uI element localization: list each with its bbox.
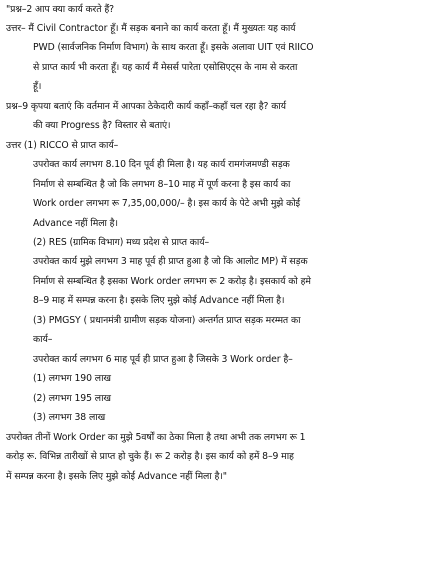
text-line: (3) लगभग 38 लाख — [33, 412, 106, 423]
text-line: Work order लगभग रू 7,35,00,000/– है। इस कार्य के पेटे अभी मुझे कोई — [33, 198, 300, 209]
text-line: (3) PMGSY ( प्रधानमंत्री ग्रामीण सड़क योजना) अन्तर्गत प्राप्त सड़क मरम्मत का — [33, 315, 301, 326]
text-line: कार्य– — [33, 334, 53, 345]
text-line: प्रश्न–9 कृपया बताएं कि वर्तमान में आपका ठेकेदारी कार्य कहाँ–कहाँ चल रहा है? कार्य — [6, 101, 286, 112]
text-line: निर्माण से सम्बन्धित है इसका Work order लगभग रू 2 करोड़ है। इसकार्य को हमे — [33, 276, 311, 287]
text-line: (1) लगभग 190 लाख — [33, 373, 111, 384]
text-line: निर्माण से सम्बन्धित है जो कि लगभग 8–10 माह में पूर्ण करना है इस कार्य का — [33, 179, 291, 190]
text-line: 8–9 माह में सम्पन्न करना है। इसके लिए मुझे कोई Advance नहीं मिला है। — [33, 295, 285, 306]
text-line: (2) RES (ग्रामिक विभाग) मध्य प्रदेश से प्राप्त कार्य– — [33, 237, 210, 248]
text-line: उपरोक्त कार्य लगभग 8.10 दिन पूर्व ही मिला है। यह कार्य रामगंजमण्डी सड़क — [33, 159, 290, 170]
text-line: उपरोक्त कार्य मुझे लगभग 3 माह पूर्व ही प्राप्त हुआ है जो कि आलोट MP) में सड़क — [33, 256, 308, 267]
text-line: हूँ। — [33, 81, 42, 92]
text-line: PWD (सार्वजनिक निर्माण विभाग) के साथ करता हूँ। इसके अलावा UIT एवं RIICO — [33, 42, 314, 53]
text-line: की क्या Progress है? विस्तार से बताएं। — [33, 120, 171, 131]
text-line: Advance नहीं मिला है। — [33, 218, 118, 229]
text-line: उपरोक्त तीनों Work Order का मुझे 5वर्षों का ठेका मिला है तथा अभी तक लगभग रू 1 — [6, 432, 306, 443]
text-line: में सम्पन्न करना है। इसके लिए मुझे कोई Advance नहीं मिला है।" — [6, 471, 227, 482]
text-line: "प्रश्न–2 आप क्या कार्य करते हैं? — [6, 4, 114, 15]
text-line: उत्तर (1) RICCO से प्राप्त कार्य– — [6, 140, 119, 151]
text-line: उत्तर– मैं Civil Contractor हूँ। मैं सड़क बनाने का कार्य करता हूँ। मैं मुख्यतः यह कार्य — [6, 23, 296, 34]
text-line: करोड़ रू. विभिन्न तारीखों से प्राप्त हो चुके हैं। रू 2 करोड़ है। इस कार्य को हमें 8–9 माह — [6, 451, 294, 462]
text-line: (2) लगभग 195 लाख — [33, 393, 111, 404]
text-line: से प्राप्त कार्य भी करता हूँ। यह कार्य मैं मेसर्स पारेता एसोसिएट्स के नाम से करता — [33, 62, 298, 73]
text-line: उपरोक्त कार्य लगभग 6 माह पूर्व ही प्राप्त हुआ है जिसके 3 Work order है– — [33, 354, 293, 365]
